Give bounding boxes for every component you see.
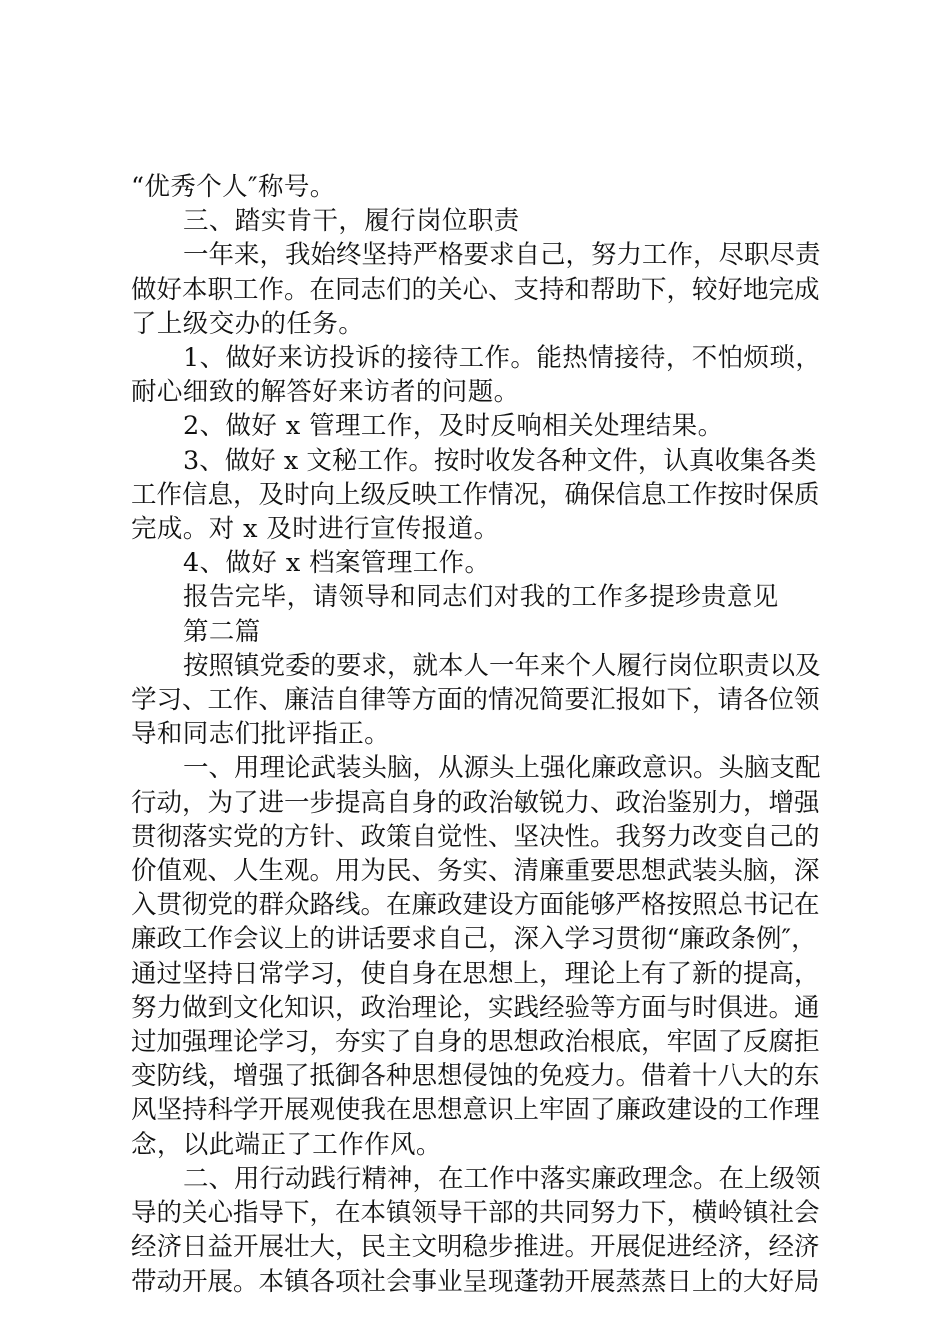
paragraph <box>131 615 821 649</box>
text-line: 行动，为了进一步提高自身的政治敏锐力、政治鉴别力，增强 <box>131 787 820 818</box>
text-line: 入贯彻党的群众路线。在廉政建设方面能够严格按照总书记在 <box>131 890 820 921</box>
text-line: 导和同志们批评指正。 <box>131 719 391 750</box>
text-line: 二、用行动践行精神，在工作中落实廉政理念。在上级领 <box>183 1163 821 1194</box>
text-line: 贯彻落实党的方针、政策自觉性、坚决性。我努力改变自己的 <box>131 821 820 852</box>
text-line: 努力做到文化知识，政治理论，实践经验等方面与时俱进。通 <box>131 992 820 1023</box>
text-line: 2、做好 x 管理工作，及时反响相关处理结果。 <box>183 411 724 442</box>
text-line: 按照镇党委的要求，就本人一年来个人履行岗位职责以及 <box>183 650 821 681</box>
text-line: 工作信息，及时向上级反映工作情况，确保信息工作按时保质 <box>131 479 820 510</box>
text-line: 耐心细致的解答好来访者的问题。 <box>131 377 520 408</box>
text-line: 了上级交办的任务。 <box>131 308 365 339</box>
text-line: 通过坚持日常学习，使自身在思想上，理论上有了新的提高， <box>131 958 820 989</box>
text-line: 导的关心指导下，在本镇领导干部的共同努力下，横岭镇社会 <box>131 1198 820 1229</box>
text-line: 过加强理论学习，夯实了自身的思想政治根底，牢固了反腐拒 <box>131 1027 820 1058</box>
paragraph <box>131 580 821 614</box>
text-line: 做好本职工作。在同志们的关心、支持和帮助下，较好地完成 <box>131 274 820 305</box>
text-line: “优秀个人″称号。 <box>131 172 336 202</box>
text-line: 念，以此端正了工作作风。 <box>131 1129 442 1160</box>
paragraph <box>131 170 821 204</box>
text-line: 带动开展。本镇各项社会事业呈现蓬勃开展蒸蒸日上的大好局 <box>131 1266 820 1297</box>
text-line: 报告完毕，请领导和同志们对我的工作多提珍贵意见 <box>183 582 779 613</box>
text-line: 3、做好 x 文秘工作。按时收发各种文件，认真收集各类 <box>183 445 817 476</box>
text-line: 三、踏实肯干，履行岗位职责 <box>183 206 520 237</box>
text-line: 价值观、人生观。用为民、务实、清廉重要思想武装头脑，深 <box>131 856 820 887</box>
text-line: 学习、工作、廉洁自律等方面的情况简要汇报如下，请各位领 <box>131 685 820 716</box>
paragraph <box>131 751 821 1161</box>
text-line: 变防线，增强了抵御各种思想侵蚀的免疫力。借着十八大的东 <box>131 1061 820 1092</box>
paragraph <box>131 444 821 547</box>
text-line: 风坚持科学开展观使我在思想意识上牢固了廉政建设的工作理 <box>131 1095 820 1126</box>
paragraph <box>131 1162 821 1299</box>
document-page <box>131 170 821 1299</box>
text-line: 一、用理论武装头脑，从源头上强化廉政意识。头脑支配 <box>183 753 821 784</box>
paragraph <box>131 546 821 580</box>
text-line: 完成。对 x 及时进行宣传报道。 <box>131 514 500 545</box>
paragraph <box>131 341 821 409</box>
paragraph <box>131 409 821 443</box>
text-line: 一年来，我始终坚持严格要求自己，努力工作，尽职尽责 <box>183 240 821 271</box>
text-line: 1、做好来访投诉的接待工作。能热情接待，不怕烦琐， <box>183 343 822 374</box>
text-line: 4、做好 x 档案管理工作。 <box>183 548 491 579</box>
paragraph <box>131 238 821 341</box>
text-line: 经济日益开展壮大，民主文明稳步推进。开展促进经济，经济 <box>131 1232 820 1263</box>
text-line: 廉政工作会议上的讲话要求自己，深入学习贯彻“廉政条例″， <box>131 924 817 955</box>
text-line: 第二篇 <box>183 616 261 647</box>
paragraph <box>131 649 821 752</box>
paragraph <box>131 204 821 238</box>
